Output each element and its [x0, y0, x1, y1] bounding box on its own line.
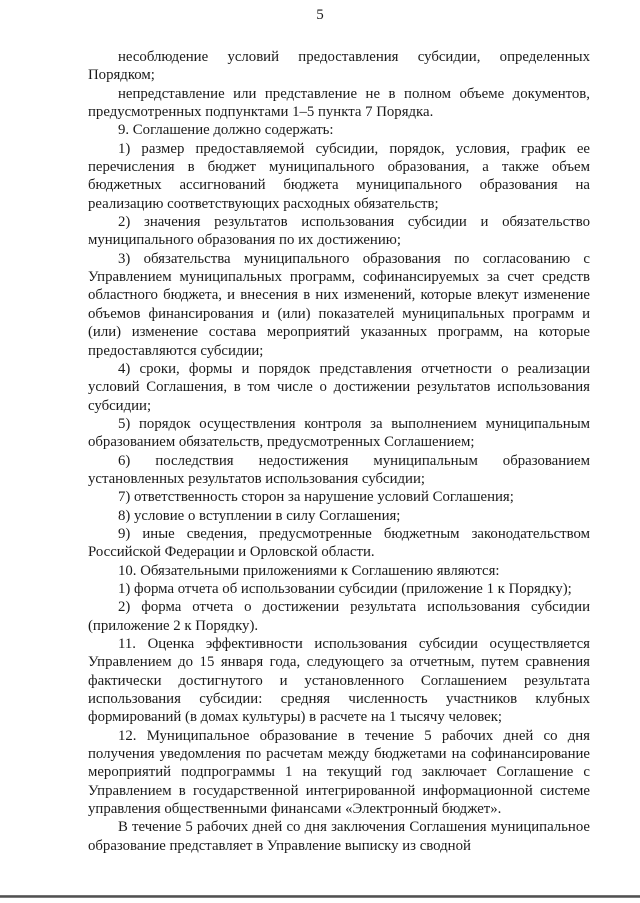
paragraph: 1) размер предоставляемой субсидии, порядок, условия, график ее перечисления в бюджет муниципального образования, а также объем бюджетных ассигнований бюджета муниципального образования на реализацию соответствующих расходных обязательств; — [88, 140, 590, 212]
paragraph: 2) форма отчета о достижении результата использования субсидии (приложение 2 к Порядку). — [88, 599, 590, 634]
paragraph: 8) условие о вступлении в силу Соглашения; — [118, 507, 401, 524]
document-body — [88, 48, 590, 855]
paragraph: 11. Оценка эффективности использования субсидии осуществляется Управлением до 15 января года, следующего за отчетным, путем сравнения фактически достигнутого и установленного Соглашением результата использования субсидии: средняя численность участников клубных формирований (в домах культуры) в расчете на 1 тысячу человек; — [88, 636, 590, 726]
paragraph: 1) форма отчета об использовании субсидии (приложение 1 к Порядку); — [118, 580, 572, 597]
paragraph: 4) сроки, формы и порядок представления отчетности о реализации условий Соглашения, в том числе о достижении результатов использования субсидии; — [88, 360, 590, 414]
paragraph: 7) ответственность сторон за нарушение условий Соглашения; — [118, 489, 514, 506]
paragraph: В течение 5 рабочих дней со дня заключения Соглашения муниципальное образование представляет в Управление выписку из сводной — [88, 819, 590, 854]
paragraph: 12. Муниципальное образование в течение 5 рабочих дней со дня получения уведомления по расчетам между бюджетами на софинансирование мероприятий подпрограммы 1 на текущий год заключает Соглашение с Управлением в государственной интегрированной информационной системе управления общественными финансами «Электронный бюджет». — [88, 727, 590, 818]
paragraph: 5) порядок осуществления контроля за выполнением муниципальным образованием обязательств, предусмотренных Соглашением; — [88, 415, 590, 451]
paragraph: 2) значения результатов использования субсидии и обязательство муниципального образования по их достижению; — [88, 214, 590, 249]
paragraph: 10. Обязательными приложениями к Соглашению являются: — [118, 562, 500, 579]
paragraph: 6) последствия недостижения муниципальным образованием установленных результатов использования субсидии; — [88, 452, 590, 487]
page-bottom-edge — [0, 895, 640, 898]
paragraph: непредставление или представление не в полном объеме документов, предусмотренных подпунктами 1–5 пункта 7 Порядка. — [88, 85, 590, 121]
page-number: 5 — [316, 7, 324, 23]
paragraph: несоблюдение условий предоставления субсидии, определенных Порядком; — [88, 49, 590, 84]
paragraph: 9) иные сведения, предусмотренные бюджетным законодательством Российской Федерации и Орловской области. — [88, 525, 590, 561]
paragraph: 9. Соглашение должно содержать: — [118, 122, 334, 139]
paragraph: 3) обязательства муниципального образования по согласованию с Управлением муниципальных программ, софинансируемых за счет средств областного бюджета, и внесения в них изменений, которые влекут изменение объемов финансирования и (или) показателей муниципальных программ и (или) изменение состава мероприятий указанных программ, на которые предоставляются субсидии; — [88, 250, 590, 359]
